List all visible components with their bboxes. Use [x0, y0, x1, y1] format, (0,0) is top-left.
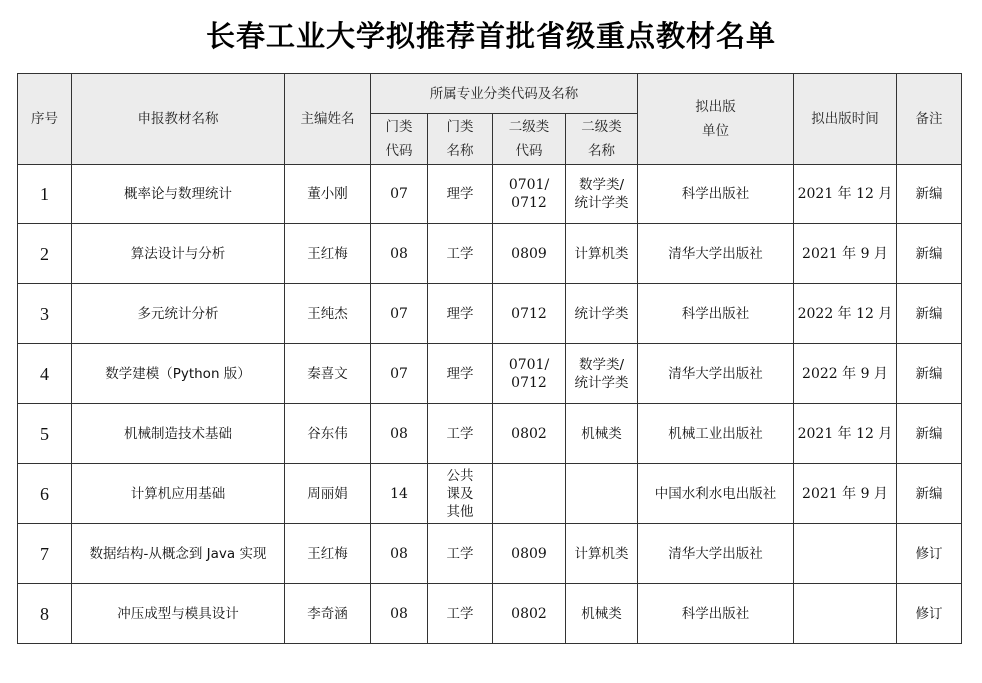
cell-pub-time: 2022 年 12 月 — [794, 284, 897, 344]
cell-sub-name-line1: 数学类/ — [578, 177, 625, 193]
table-row — [18, 524, 962, 584]
header-book-name: 申报教材名称 — [72, 74, 285, 165]
table-row — [18, 344, 962, 404]
page-title: 长春工业大学拟推荐首批省级重点教材名单 — [205, 19, 776, 53]
cell-sub-name-line2: 统计学类 — [574, 374, 629, 391]
header-publisher — [638, 74, 794, 165]
cell-publisher: 清华大学出版社 — [638, 344, 794, 404]
header-sub-name-line1: 二级类 — [581, 119, 622, 135]
header-cat-name — [428, 114, 493, 165]
cell-publisher: 科学出版社 — [638, 584, 794, 644]
table-row — [18, 404, 962, 464]
table-header — [18, 74, 962, 165]
cell-editor: 董小刚 — [285, 165, 371, 224]
cell-cat-code: 07 — [371, 165, 428, 224]
cell-cat-code: 08 — [371, 224, 428, 284]
cell-book-name: 概率论与数理统计 — [72, 165, 285, 224]
cell-cat-name: 工学 — [428, 584, 493, 644]
header-publisher-line1: 拟出版 — [695, 99, 736, 115]
cell-sub-name — [566, 464, 638, 524]
cell-book-name: 算法设计与分析 — [72, 224, 285, 284]
header-pub-time: 拟出版时间 — [794, 74, 897, 165]
cell-sub-name-line1: 机械类 — [581, 605, 622, 622]
cell-sub-code-line1: 0701/ — [508, 177, 550, 193]
cell-sub-name-line2: 统计学类 — [574, 195, 629, 211]
header-cat-code — [371, 114, 428, 165]
header-sub-code-line2: 代码 — [515, 143, 543, 159]
header-remark: 备注 — [897, 74, 962, 165]
cell-remark: 修订 — [897, 584, 962, 644]
cell-sub-code — [493, 404, 566, 464]
cell-cat-name: 理学 — [428, 284, 493, 344]
table-row — [18, 464, 962, 524]
cell-seq: 6 — [18, 464, 72, 524]
cell-sub-name — [566, 524, 638, 584]
cell-seq: 8 — [18, 584, 72, 644]
cell-book-name: 数学建模（Python 版） — [72, 344, 285, 404]
cell-cat-name: 工学 — [428, 524, 493, 584]
cell-sub-code-line1: 0809 — [511, 245, 547, 262]
cell-cat-name: 理学 — [428, 165, 493, 224]
cell-editor: 王纯杰 — [285, 284, 371, 344]
cell-remark: 新编 — [897, 165, 962, 224]
header-major-group: 所属专业分类代码及名称 — [371, 74, 638, 114]
cell-editor: 谷东伟 — [285, 404, 371, 464]
cell-sub-code-line1: 0802 — [511, 425, 547, 442]
cell-remark: 新编 — [897, 224, 962, 284]
header-cat-code-line2: 代码 — [385, 143, 413, 159]
cell-editor: 王红梅 — [285, 524, 371, 584]
cell-sub-code-line1: 0802 — [511, 605, 547, 622]
cell-sub-name — [566, 344, 638, 404]
cell-pub-time: 2021 年 9 月 — [794, 464, 897, 524]
cell-cat-code: 07 — [371, 284, 428, 344]
cell-cat-name: 工学 — [428, 404, 493, 464]
cell-sub-name — [566, 165, 638, 224]
cell-cat-name: 理学 — [428, 344, 493, 404]
cell-sub-name — [566, 224, 638, 284]
cell-editor: 王红梅 — [285, 224, 371, 284]
cell-publisher: 中国水利水电出版社 — [638, 464, 794, 524]
cell-seq: 3 — [18, 284, 72, 344]
header-sub-code — [493, 114, 566, 165]
cell-editor: 周丽娟 — [285, 464, 371, 524]
header-editor: 主编姓名 — [285, 74, 371, 165]
cell-publisher: 科学出版社 — [638, 284, 794, 344]
cell-sub-name-line1: 统计学类 — [574, 305, 629, 322]
cell-sub-code-line2: 0712 — [511, 374, 547, 391]
cell-sub-code — [493, 584, 566, 644]
cell-book-name: 数据结构-从概念到 Java 实现 — [72, 524, 285, 584]
cell-editor: 李奇涵 — [285, 584, 371, 644]
cell-sub-name-line1: 机械类 — [581, 425, 622, 442]
cell-sub-code-line2: 0712 — [511, 195, 547, 211]
header-publisher-line2: 单位 — [702, 123, 729, 139]
table-row — [18, 224, 962, 284]
header-cat-name-line1: 门类 — [446, 119, 474, 135]
cell-sub-code — [493, 224, 566, 284]
cell-sub-name — [566, 284, 638, 344]
cell-remark: 新编 — [897, 404, 962, 464]
cell-sub-code — [493, 165, 566, 224]
cell-remark: 新编 — [897, 344, 962, 404]
cell-book-name: 多元统计分析 — [72, 284, 285, 344]
header-cat-code-line1: 门类 — [385, 119, 413, 135]
cell-sub-code-line1: 0701/ — [508, 356, 550, 373]
cell-seq: 5 — [18, 404, 72, 464]
cell-sub-code — [493, 464, 566, 524]
cell-pub-time: 2021 年 12 月 — [794, 404, 897, 464]
cell-sub-code-line1: 0712 — [511, 305, 547, 322]
cell-book-name: 冲压成型与模具设计 — [72, 584, 285, 644]
cell-remark: 修订 — [897, 524, 962, 584]
header-sub-code-line1: 二级类 — [508, 119, 550, 135]
cell-seq: 1 — [18, 165, 72, 224]
cell-cat-code: 14 — [371, 464, 428, 524]
cell-seq: 2 — [18, 224, 72, 284]
cell-publisher: 科学出版社 — [638, 165, 794, 224]
cell-sub-name — [566, 584, 638, 644]
header-cat-name-line2: 名称 — [446, 143, 474, 159]
cell-pub-time: 2021 年 9 月 — [794, 224, 897, 284]
cell-cat-name: 公共 课及 其他 — [428, 464, 493, 524]
cell-sub-name-line1: 计算机类 — [574, 545, 629, 562]
cell-cat-code: 08 — [371, 404, 428, 464]
cell-publisher: 清华大学出版社 — [638, 224, 794, 284]
cell-remark: 新编 — [897, 284, 962, 344]
cell-cat-code: 07 — [371, 344, 428, 404]
table-row — [18, 584, 962, 644]
cell-pub-time — [794, 584, 897, 644]
cell-sub-code — [493, 524, 566, 584]
cell-sub-name-line1: 数学类/ — [578, 356, 625, 373]
cell-pub-time: 2021 年 12 月 — [794, 165, 897, 224]
table-body — [18, 165, 962, 644]
cell-pub-time — [794, 524, 897, 584]
textbook-table — [17, 73, 962, 644]
cell-cat-code: 08 — [371, 584, 428, 644]
cell-editor: 秦喜文 — [285, 344, 371, 404]
cell-seq: 7 — [18, 524, 72, 584]
cell-seq: 4 — [18, 344, 72, 404]
table-row — [18, 165, 962, 224]
cell-sub-code — [493, 344, 566, 404]
table-row — [18, 284, 962, 344]
cell-sub-code — [493, 284, 566, 344]
cell-pub-time: 2022 年 9 月 — [794, 344, 897, 404]
cell-cat-code: 08 — [371, 524, 428, 584]
cell-remark: 新编 — [897, 464, 962, 524]
cell-cat-name: 工学 — [428, 224, 493, 284]
cell-sub-name-line1: 计算机类 — [574, 245, 629, 262]
cell-publisher: 机械工业出版社 — [638, 404, 794, 464]
cell-sub-name — [566, 404, 638, 464]
header-seq: 序号 — [18, 74, 72, 165]
cell-publisher: 清华大学出版社 — [638, 524, 794, 584]
cell-book-name: 计算机应用基础 — [72, 464, 285, 524]
cell-book-name: 机械制造技术基础 — [72, 404, 285, 464]
cell-sub-code-line1: 0809 — [511, 545, 547, 562]
header-sub-name-line2: 名称 — [588, 143, 615, 159]
header-sub-name — [566, 114, 638, 165]
